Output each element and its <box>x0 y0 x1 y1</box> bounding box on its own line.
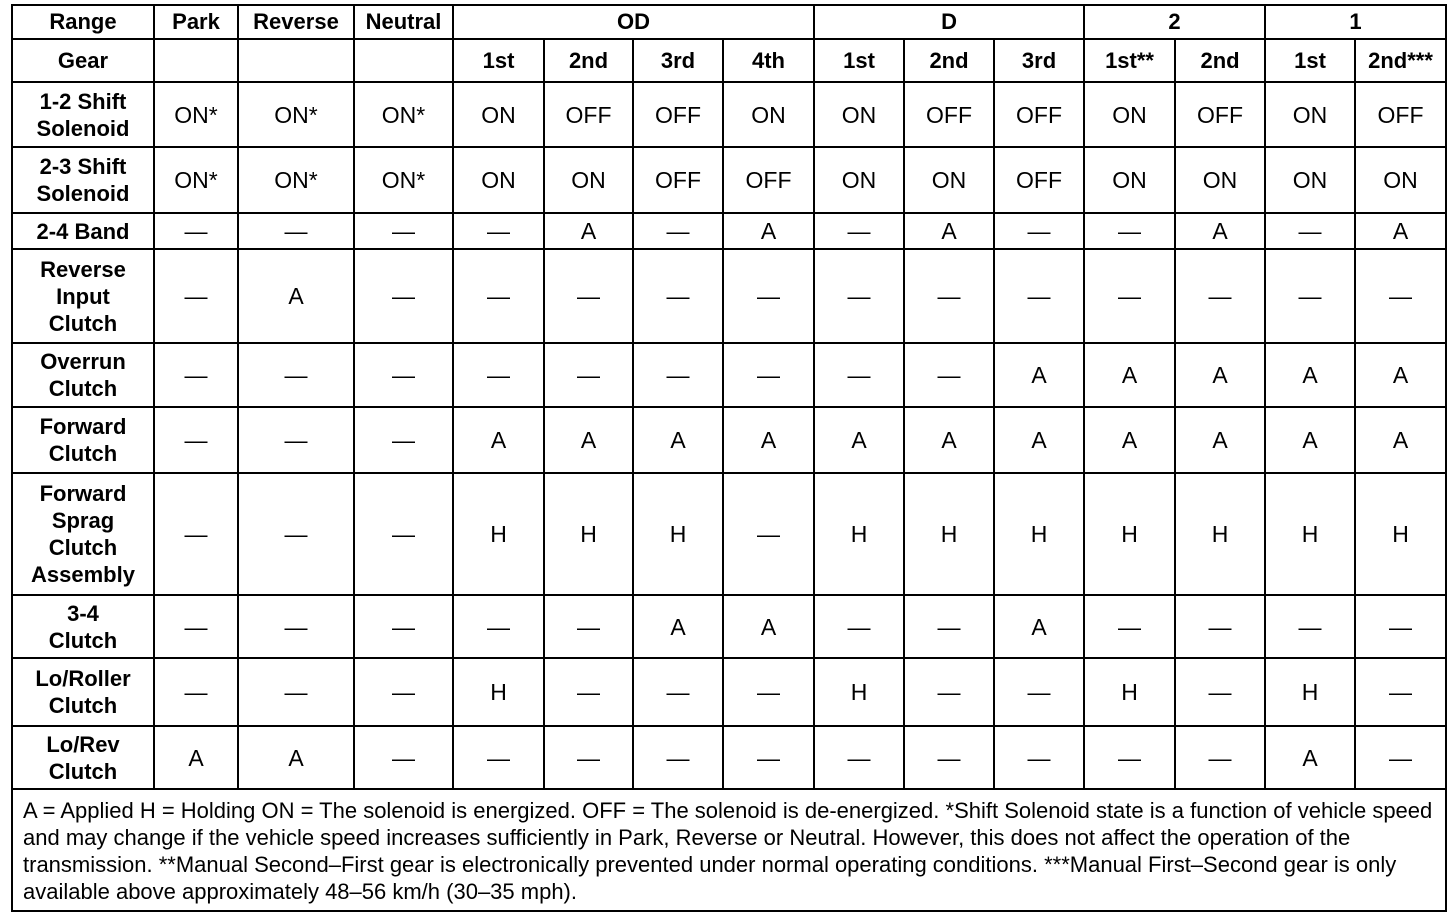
table-cell: — <box>1175 595 1265 658</box>
table-cell: — <box>544 726 633 789</box>
table-cell: — <box>354 213 453 249</box>
table-cell: A <box>723 407 814 473</box>
row-label: Reverse Input Clutch <box>12 249 154 343</box>
table-cell: OFF <box>994 82 1084 147</box>
table-cell: ON <box>814 147 904 213</box>
table-cell: ON <box>1265 82 1355 147</box>
table-cell: H <box>1265 658 1355 726</box>
table-cell: — <box>814 343 904 407</box>
table-cell: — <box>354 473 453 595</box>
footnote: A = Applied H = Holding ON = The solenoid is energized. OFF = The solenoid is de-energized. *Shift Solenoid state is a function of vehicle speed and may change if the vehicle speed increases sufficiently in Park, Reverse or Neutral. However, this does not affect the operation of the transmission. **Manual Second–First gear is electronically prevented under normal operating conditions. ***Manual First–Second gear is only available above approximately 48–56 km/h (30–35 mph). <box>12 789 1446 911</box>
table-cell: — <box>723 343 814 407</box>
table-cell: — <box>1175 249 1265 343</box>
range-neutral: Neutral <box>354 5 453 39</box>
table-cell: — <box>1355 658 1446 726</box>
table-cell: — <box>994 249 1084 343</box>
row-label: 2-4 Band <box>12 213 154 249</box>
table-cell: A <box>814 407 904 473</box>
table-cell: — <box>544 658 633 726</box>
table-cell: — <box>1355 595 1446 658</box>
gear-header-row <box>12 39 1446 82</box>
row-label: Forward Clutch <box>12 407 154 473</box>
table-row <box>12 343 1446 407</box>
range-label: Range <box>12 5 154 39</box>
table-cell: A <box>238 726 354 789</box>
table-cell: A <box>544 407 633 473</box>
table-cell: OFF <box>904 82 994 147</box>
table-cell: H <box>453 473 544 595</box>
table-cell: — <box>354 726 453 789</box>
table-cell: ON <box>904 147 994 213</box>
table-cell: — <box>354 343 453 407</box>
table-cell: A <box>1265 407 1355 473</box>
table-cell: A <box>994 343 1084 407</box>
table-cell: OFF <box>994 147 1084 213</box>
gear-label: Gear <box>12 39 154 82</box>
table-cell: — <box>1265 249 1355 343</box>
table-cell: — <box>154 658 238 726</box>
table-cell: A <box>1265 343 1355 407</box>
table-cell: — <box>814 213 904 249</box>
gear-cell: 2nd <box>904 39 994 82</box>
table-cell: A <box>1355 343 1446 407</box>
table-cell: — <box>904 726 994 789</box>
range-d: D <box>814 5 1084 39</box>
table-cell: — <box>544 343 633 407</box>
table-row <box>12 147 1446 213</box>
table-row <box>12 726 1446 789</box>
table-cell: ON <box>723 82 814 147</box>
table-cell: ON* <box>238 147 354 213</box>
table-cell: OFF <box>633 82 723 147</box>
table-cell: ON <box>814 82 904 147</box>
gear-cell: 4th <box>723 39 814 82</box>
gear-cell: 1st <box>1265 39 1355 82</box>
component-rows <box>12 82 1446 789</box>
table-cell: H <box>814 473 904 595</box>
gear-cell: 3rd <box>994 39 1084 82</box>
table-row <box>12 213 1446 249</box>
clutch-application-chart <box>11 4 1445 912</box>
table-cell: H <box>633 473 723 595</box>
table-cell: H <box>1084 473 1175 595</box>
table-cell: ON <box>1084 147 1175 213</box>
gear-cell: 2nd <box>1175 39 1265 82</box>
table-cell: ON* <box>354 147 453 213</box>
table-cell: — <box>453 726 544 789</box>
gear-cell: 3rd <box>633 39 723 82</box>
row-label: Lo/Rev Clutch <box>12 726 154 789</box>
table-cell: — <box>154 343 238 407</box>
table-cell: H <box>814 658 904 726</box>
table-cell: A <box>154 726 238 789</box>
range-od: OD <box>453 5 814 39</box>
clutch-application-table <box>11 4 1447 912</box>
table-cell: — <box>238 595 354 658</box>
table-cell: A <box>1175 213 1265 249</box>
table-cell: OFF <box>544 82 633 147</box>
table-cell: — <box>1265 595 1355 658</box>
table-cell: ON <box>1084 82 1175 147</box>
table-row <box>12 82 1446 147</box>
table-cell: — <box>238 473 354 595</box>
range-1: 1 <box>1265 5 1446 39</box>
table-cell: A <box>723 213 814 249</box>
table-cell: — <box>354 249 453 343</box>
table-cell: — <box>633 726 723 789</box>
table-cell: — <box>154 473 238 595</box>
table-cell: — <box>1355 726 1446 789</box>
table-cell: — <box>814 726 904 789</box>
table-row <box>12 407 1446 473</box>
gear-cell <box>154 39 238 82</box>
footnote-row <box>12 789 1446 911</box>
table-cell: — <box>1084 249 1175 343</box>
table-cell: — <box>1084 595 1175 658</box>
table-cell: — <box>814 249 904 343</box>
table-cell: — <box>1175 658 1265 726</box>
table-cell: — <box>904 595 994 658</box>
table-cell: H <box>1084 658 1175 726</box>
table-cell: — <box>238 407 354 473</box>
table-cell: — <box>453 249 544 343</box>
table-row <box>12 473 1446 595</box>
row-label: 1-2 Shift Solenoid <box>12 82 154 147</box>
table-cell: — <box>633 249 723 343</box>
range-reverse: Reverse <box>238 5 354 39</box>
row-label: 2-3 Shift Solenoid <box>12 147 154 213</box>
table-cell: — <box>1084 726 1175 789</box>
table-cell: OFF <box>723 147 814 213</box>
gear-cell: 2nd*** <box>1355 39 1446 82</box>
table-cell: — <box>994 658 1084 726</box>
table-cell: — <box>453 213 544 249</box>
table-cell: ON <box>1265 147 1355 213</box>
table-cell: — <box>904 343 994 407</box>
row-label: Overrun Clutch <box>12 343 154 407</box>
table-cell: — <box>154 407 238 473</box>
table-cell: H <box>1355 473 1446 595</box>
table-cell: — <box>1175 726 1265 789</box>
row-label: Lo/Roller Clutch <box>12 658 154 726</box>
gear-cell: 1st** <box>1084 39 1175 82</box>
gear-cell <box>354 39 453 82</box>
table-cell: — <box>238 343 354 407</box>
table-cell: A <box>904 213 994 249</box>
table-cell: A <box>904 407 994 473</box>
table-cell: A <box>1265 726 1355 789</box>
row-label: Forward Sprag Clutch Assembly <box>12 473 154 595</box>
table-cell: H <box>994 473 1084 595</box>
table-cell: A <box>633 407 723 473</box>
table-cell: — <box>1265 213 1355 249</box>
table-cell: — <box>1355 249 1446 343</box>
table-cell: H <box>1265 473 1355 595</box>
table-cell: A <box>633 595 723 658</box>
table-cell: ON <box>453 147 544 213</box>
table-cell: ON* <box>154 82 238 147</box>
table-cell: A <box>994 595 1084 658</box>
table-cell: A <box>994 407 1084 473</box>
table-cell: — <box>723 473 814 595</box>
table-cell: A <box>723 595 814 658</box>
table-cell: — <box>154 213 238 249</box>
table-cell: A <box>1355 407 1446 473</box>
table-cell: — <box>544 595 633 658</box>
table-cell: — <box>544 249 633 343</box>
table-cell: — <box>1084 213 1175 249</box>
table-cell: — <box>633 343 723 407</box>
table-cell: ON* <box>154 147 238 213</box>
table-cell: OFF <box>1175 82 1265 147</box>
table-cell: ON* <box>238 82 354 147</box>
row-label: 3-4 Clutch <box>12 595 154 658</box>
table-cell: — <box>154 249 238 343</box>
range-header-row <box>12 5 1446 39</box>
table-row <box>12 249 1446 343</box>
table-cell: OFF <box>1355 82 1446 147</box>
table-cell: — <box>994 213 1084 249</box>
table-cell: ON <box>544 147 633 213</box>
gear-cell: 1st <box>453 39 544 82</box>
table-cell: A <box>453 407 544 473</box>
table-cell: — <box>633 658 723 726</box>
table-cell: — <box>904 249 994 343</box>
table-cell: — <box>994 726 1084 789</box>
table-cell: H <box>453 658 544 726</box>
table-row <box>12 658 1446 726</box>
table-cell: — <box>453 343 544 407</box>
table-cell: ON <box>1355 147 1446 213</box>
table-cell: — <box>238 213 354 249</box>
table-cell: A <box>1084 407 1175 473</box>
range-2: 2 <box>1084 5 1265 39</box>
table-cell: — <box>814 595 904 658</box>
table-cell: — <box>633 213 723 249</box>
table-cell: A <box>1355 213 1446 249</box>
gear-cell: 2nd <box>544 39 633 82</box>
table-cell: A <box>238 249 354 343</box>
gear-cell: 1st <box>814 39 904 82</box>
range-park: Park <box>154 5 238 39</box>
table-cell: — <box>723 658 814 726</box>
table-cell: H <box>904 473 994 595</box>
table-cell: A <box>1084 343 1175 407</box>
table-cell: H <box>1175 473 1265 595</box>
table-cell: ON* <box>354 82 453 147</box>
table-cell: H <box>544 473 633 595</box>
table-cell: — <box>354 407 453 473</box>
table-cell: — <box>723 249 814 343</box>
table-cell: — <box>453 595 544 658</box>
table-row <box>12 595 1446 658</box>
table-cell: — <box>904 658 994 726</box>
table-cell: — <box>354 595 453 658</box>
table-cell: A <box>1175 407 1265 473</box>
table-cell: ON <box>453 82 544 147</box>
table-cell: — <box>154 595 238 658</box>
table-cell: A <box>1175 343 1265 407</box>
table-cell: — <box>354 658 453 726</box>
table-cell: — <box>238 658 354 726</box>
table-cell: A <box>544 213 633 249</box>
table-cell: ON <box>1175 147 1265 213</box>
table-cell: OFF <box>633 147 723 213</box>
table-cell: — <box>723 726 814 789</box>
gear-cell <box>238 39 354 82</box>
